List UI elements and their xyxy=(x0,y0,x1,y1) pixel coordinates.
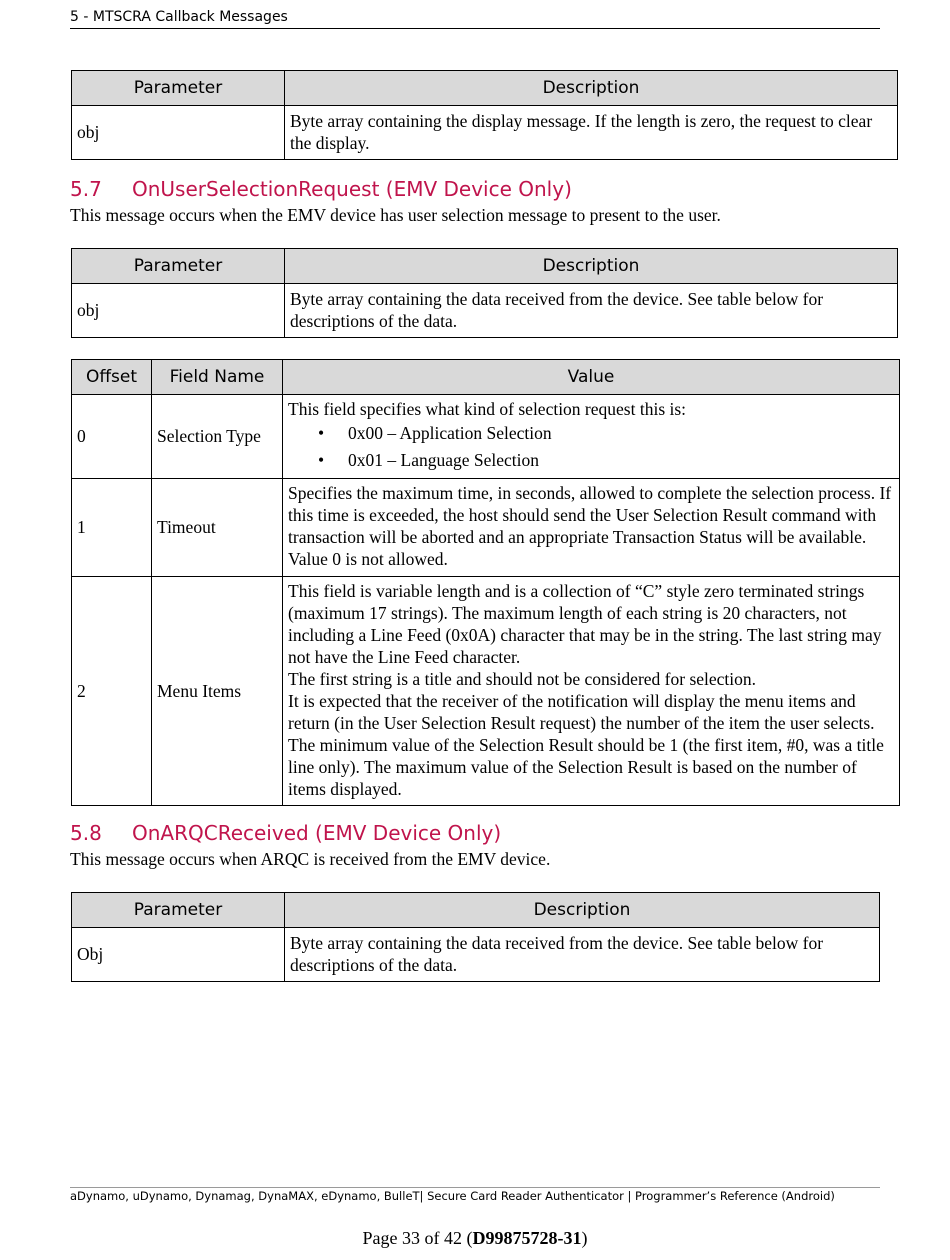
field-table-user-selection xyxy=(71,359,900,806)
column-header-parameter: Parameter xyxy=(72,71,285,106)
value-cell: Specifies the maximum time, in seconds, allowed to complete the selection process. If this time is exceeded, the host should send the User Selection Result command with transaction will be aborted and an appropriate Transaction Status will be available. Value 0 is not allowed. xyxy=(283,479,900,577)
section-heading-5-7 xyxy=(70,176,572,202)
table-header-row xyxy=(72,893,880,928)
param-cell: obj xyxy=(72,106,285,160)
column-header-parameter: Parameter xyxy=(72,893,285,928)
page-number-suffix: ) xyxy=(581,1228,588,1248)
value-cell xyxy=(283,395,900,479)
section-intro-5-8: This message occurs when ARQC is received from the EMV device. xyxy=(70,849,551,869)
value-cell xyxy=(283,577,900,806)
page-number xyxy=(0,1226,950,1250)
parameter-table-display xyxy=(71,70,898,160)
offset-cell: 2 xyxy=(72,577,152,806)
value-paragraph: The first string is a title and should not be considered for selection. xyxy=(288,669,757,689)
table-row xyxy=(72,479,900,577)
bullet-list xyxy=(288,420,894,474)
section-intro-5-7: This message occurs when the EMV device has user selection message to present to the user. xyxy=(70,205,721,225)
footer-product-line: aDynamo, uDynamo, Dynamag, DynaMAX, eDynamo, BulleT| Secure Card Reader Authenticator | Programmer’s Reference (Android) xyxy=(70,1189,835,1203)
column-header-offset: Offset xyxy=(72,360,152,395)
table-header-row xyxy=(72,249,898,284)
table-row xyxy=(72,284,898,338)
table-row xyxy=(72,928,880,982)
section-number: 5.8 xyxy=(70,821,102,845)
section-heading-5-8 xyxy=(70,820,501,846)
value-paragraph: This field is variable length and is a collection of “C” style zero terminated strings (maximum 17 strings). The maximum length of each string is 20 characters, not including a Line Feed (0x0A) character that may be in the string. The last string may not have the Line Feed character. xyxy=(288,581,882,667)
value-text: This field specifies what kind of selection request this is: xyxy=(288,399,687,419)
value-paragraph: It is expected that the receiver of the notification will display the menu items and return (in the User Selection Result request) the number of the item the user selects. The minimum value of the Selection Result should be 1 (the first item, #0, was a title line only). The maximum value of the Selection Result is based on the number of items displayed. xyxy=(288,691,884,799)
param-cell: Obj xyxy=(72,928,285,982)
description-cell: Byte array containing the data received from the device. See table below for descriptions of the data. xyxy=(285,928,880,982)
table-row xyxy=(72,395,900,479)
description-cell: Byte array containing the data received from the device. See table below for descriptions of the data. xyxy=(285,284,898,338)
table-header-row xyxy=(72,71,898,106)
column-header-parameter: Parameter xyxy=(72,249,285,284)
parameter-table-arqc xyxy=(71,892,880,982)
offset-cell: 0 xyxy=(72,395,152,479)
list-item: • 0x01 – Language Selection xyxy=(318,447,894,474)
list-item: • 0x00 – Application Selection xyxy=(318,420,894,447)
table-header-row xyxy=(72,360,900,395)
section-title-text: OnARQCReceived (EMV Device Only) xyxy=(132,821,502,845)
column-header-value: Value xyxy=(283,360,900,395)
table-row xyxy=(72,577,900,806)
section-number: 5.7 xyxy=(70,177,102,201)
running-header: 5 - MTSCRA Callback Messages xyxy=(70,6,880,29)
parameter-table-user-selection xyxy=(71,248,898,338)
offset-cell: 1 xyxy=(72,479,152,577)
table-row xyxy=(72,106,898,160)
field-name-cell: Selection Type xyxy=(152,395,283,479)
section-title-text: OnUserSelectionRequest (EMV Device Only) xyxy=(132,177,572,201)
param-cell: obj xyxy=(72,284,285,338)
document-number: D99875728-31 xyxy=(472,1228,582,1248)
field-name-cell: Timeout xyxy=(152,479,283,577)
column-header-description: Description xyxy=(285,249,898,284)
page-number-prefix: Page 33 of 42 ( xyxy=(362,1228,473,1248)
column-header-description: Description xyxy=(285,893,880,928)
column-header-description: Description xyxy=(285,71,898,106)
column-header-field-name: Field Name xyxy=(152,360,283,395)
field-name-cell: Menu Items xyxy=(152,577,283,806)
description-cell: Byte array containing the display message. If the length is zero, the request to clear the display. xyxy=(285,106,898,160)
